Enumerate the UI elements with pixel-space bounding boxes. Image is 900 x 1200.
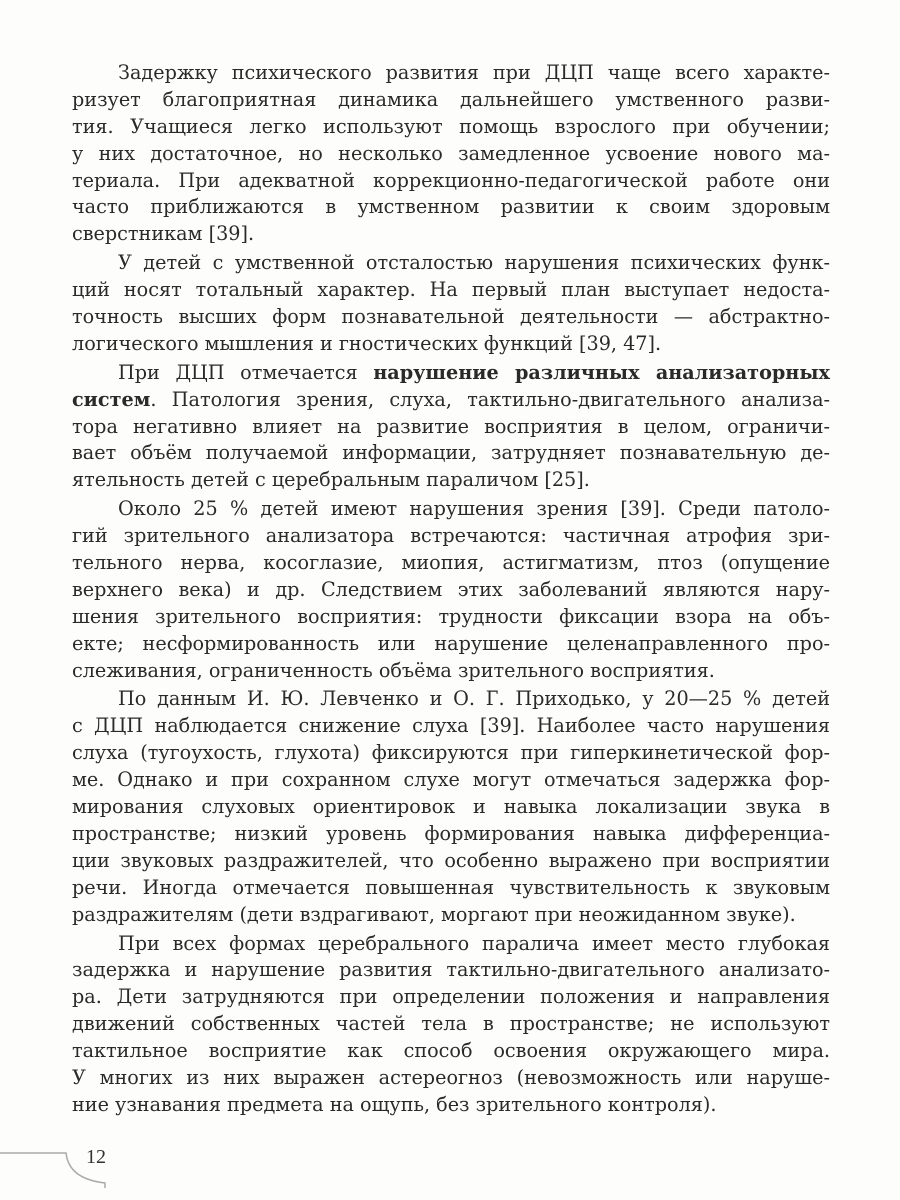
text-line-content: мирования слуховых ориентировок и навыка локализации звука в [72,795,830,819]
text-line-content: Задержку психического развития при ДЦП чаще всего характе- [118,61,830,84]
text-line-content: движений собственных частей тела в пространстве; не используют [72,1012,830,1036]
text-segment: . Патология зрения, слуха, тактильно-двигательного анализа- [150,387,830,411]
text-line-content: точность высших форм познавательной деятельности — абстрактно- [72,305,830,329]
text-line-content: ме. Однако и при сохранном слухе могут отмечаться задержка фор- [72,768,830,792]
paragraph [72,496,830,684]
text-line-content: ризует благоприятная динамика дальнейшего умственного разви- [72,87,830,111]
text-line-content: ние узнавания предмета на ощупь, без зрительного контроля). [72,1092,717,1116]
text-line-content: териала. При адекватной коррекционно-педагогической работе они [72,168,830,192]
text-line [72,550,830,577]
text-line-content: раздражителям (дети вздрагивают, моргают при неожиданном звуке). [72,902,796,926]
text-line [72,304,830,331]
text-line-content: вает объём получаемой информации, затрудняет познавательную де- [72,441,830,465]
text-line-content: тия. Учащиеся легко используют помощь взрослого при обучении; [72,114,830,138]
page-number: 12 [86,1146,106,1168]
text-line-content: пространстве; низкий уровень формирования навыка дифференциа- [72,821,830,845]
text-line-content: у них достаточное, но несколько замедленное усвоение нового ма- [72,141,830,165]
text-line-content: тора негативно влияет на развитие восприятия в целом, ограничи- [72,414,830,438]
text-line [72,713,830,740]
text-line [72,1065,830,1092]
text-line [72,467,830,494]
paragraph [72,250,830,358]
text-line-content: ятельность детей с церебральным параличом [25]. [72,468,590,492]
text-line-content: ра. Дети затрудняются при определении положения и направления [72,985,830,1009]
paragraph [72,686,830,928]
text-line [72,821,830,848]
text-line-content: часто приближаются в умственном развитии к своим здоровым [72,195,830,219]
text-line [72,767,830,794]
text-line [72,658,830,685]
text-line [72,523,830,550]
text-line [72,277,830,304]
text-line [72,957,830,984]
text-line-content: сверстникам [39]. [72,222,255,246]
text-line-content: У детей с умственной отсталостью нарушения психических функ- [118,251,830,275]
text-line-content: задержка и нарушение развития тактильно-двигательного анализато- [72,958,830,982]
text-line [72,221,830,248]
text-line [72,360,830,387]
text-line [72,875,830,902]
text-segment: При ДЦП отмечается [118,360,374,384]
text-line [72,848,830,875]
text-line-content: екте; несформированность или нарушение целенаправленного про- [72,631,830,655]
text-line [72,331,830,358]
text-line-content: При всех формах церебрального паралича имеет место глубокая [118,931,830,955]
text-line [72,87,830,114]
text-line-content: логического мышления и гностических функций [39, 47]. [72,331,662,355]
text-line [72,631,830,658]
text-line [72,387,830,414]
bold-term: систем [72,387,151,411]
text-line-content: слеживания, ограниченность объёма зрительного восприятия. [72,658,715,682]
text-line [72,168,830,195]
text-line [72,1011,830,1038]
text-line [72,740,830,767]
text-line-content: ций носят тотальный характер. На первый план выступает недоста- [72,278,830,302]
paragraph [72,360,830,494]
text-line-content: тельного нерва, косоглазие, миопия, астигматизм, птоз (опущение [72,551,830,575]
text-line-content: речи. Иногда отмечается повышенная чувствительность к звуковым [72,875,830,899]
text-line-content: верхнего века) и др. Следствием этих заболеваний являются нару- [72,577,830,601]
text-line [72,60,830,87]
text-line [72,440,830,467]
text-line [72,141,830,168]
text-line-content: ции звуковых раздражителей, что особенно выражено при восприятии [72,848,830,872]
text-line [72,686,830,713]
text-line-content: тактильное восприятие как способ освоения окружающего мира. [72,1039,830,1063]
text-line [72,114,830,141]
text-line [72,1092,830,1119]
text-line [72,984,830,1011]
bold-term: нарушение различных анализаторных [373,360,830,384]
text-line [72,414,830,441]
text-line-content: У многих из них выражен астереогноз (невозможность или наруше- [72,1065,830,1089]
text-line [72,931,830,958]
text-line-content: слуха (тугоухость, глухота) фиксируются при гиперкинетической фор- [72,741,830,765]
text-line-content: шения зрительного восприятия: трудности фиксации взора на объ- [72,604,830,628]
text-line [72,577,830,604]
text-line [72,1038,830,1065]
text-line-content: По данным И. Ю. Левченко и О. Г. Приходько, у 20—25 % детей [118,687,830,711]
text-line-content: с ДЦП наблюдается снижение слуха [39]. Наиболее часто нарушения [72,714,830,738]
body-text [72,60,830,1121]
text-line [72,250,830,277]
text-line [72,902,830,929]
text-line [72,604,830,631]
text-line [72,794,830,821]
text-line-content: Около 25 % детей имеют нарушения зрения [39]. Среди патоло- [118,497,830,521]
paragraph [72,931,830,1119]
text-line [72,496,830,523]
paragraph [72,60,830,248]
text-line [72,194,830,221]
text-line-content: гий зрительного анализатора встречаются: частичная атрофия зри- [72,524,830,548]
